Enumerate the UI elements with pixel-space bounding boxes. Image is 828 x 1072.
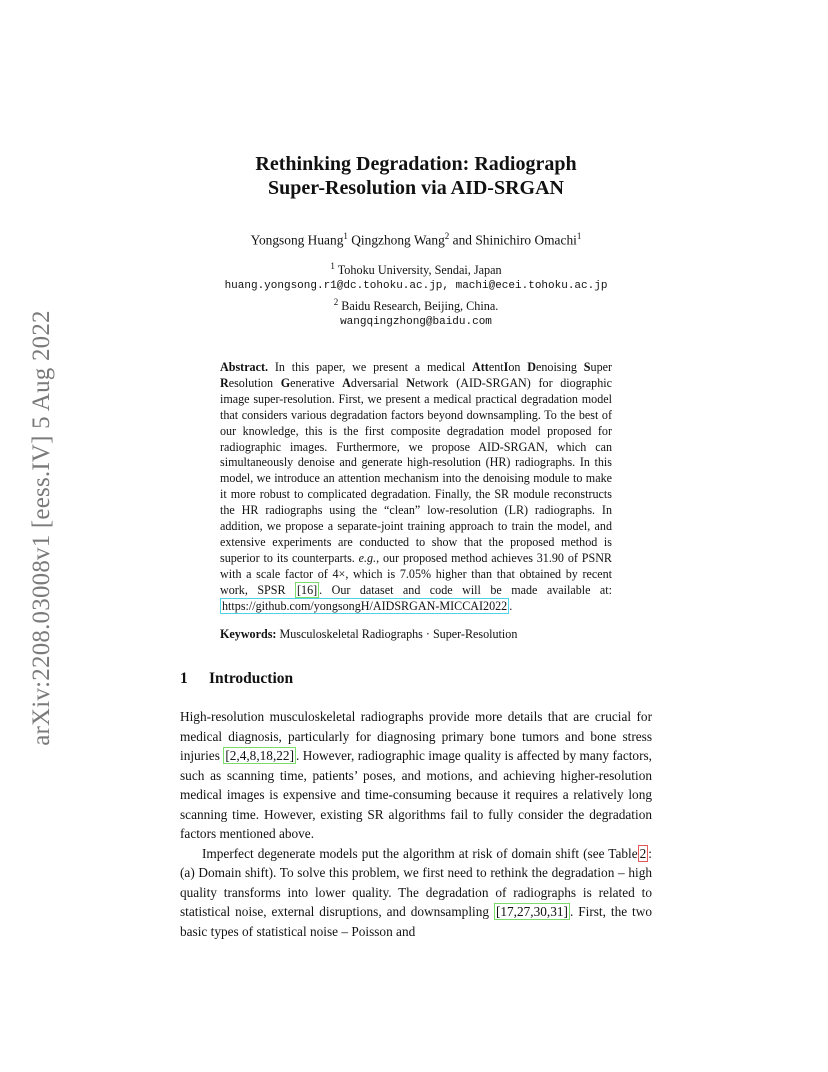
citation-link[interactable]: [17,27,30,31] bbox=[495, 904, 568, 919]
affiliation-2-email: wangqingzhong@baidu.com bbox=[340, 316, 492, 329]
abstract-text: In this paper, we present a medical bbox=[274, 360, 473, 374]
github-url-link[interactable]: https://github.com/yongsongH/AIDSRGAN-MICCAI2022 bbox=[222, 598, 508, 613]
affiliation-1-mark: 1 bbox=[330, 261, 335, 271]
section-number: 1 bbox=[180, 670, 188, 687]
acronym-letter: G bbox=[280, 375, 291, 390]
author-3-affiliation-mark: 1 bbox=[576, 231, 582, 241]
affiliation-2-name: Baidu Research, Beijing, China. bbox=[341, 299, 499, 314]
author-1-affiliation-mark: 1 bbox=[343, 231, 348, 241]
abstract-text: , our proposed method achieves 31.90 of PSNR with a scale factor of 4×, which is 7.05% higher than that obtained by recent work, SPSR bbox=[220, 550, 612, 597]
affiliation-2 bbox=[180, 294, 652, 314]
affiliation-1-name: Tohoku University, Sendai, Japan bbox=[337, 263, 502, 278]
introduction-body bbox=[180, 707, 652, 941]
acronym-letter: A bbox=[342, 375, 351, 390]
author-2: Qingzhong Wang bbox=[351, 232, 445, 248]
affiliation-1 bbox=[180, 258, 652, 278]
abstract bbox=[220, 360, 612, 615]
acronym-letter: S bbox=[583, 360, 591, 374]
keywords-label: Keywords: bbox=[220, 627, 277, 641]
author-3: Shinichiro Omachi bbox=[475, 232, 577, 248]
table-reference-link[interactable]: 2 bbox=[639, 845, 647, 861]
abstract-text: enoising bbox=[535, 360, 577, 374]
keywords bbox=[220, 627, 612, 642]
citation-link[interactable]: [2,4,8,18,22] bbox=[225, 748, 295, 763]
abstract-text: (AID-SRGAN) for diographic image super-resolution. First, we present a medical practical degradation model that considers various degradation factors beyond downsampling. To the best of our knowledge, this is the first composite degradation model proposed for radiographic images. Furthermore, we propose AID-SRGAN, which can simultaneously denoise and generate high-resolution (HR) radiographs. In this model, we introduce an attention mechanism into the denoising module to make it more robust to complicated degradation. Finally, the SR module reconstructs the HR radiographs using the “clean” low-resolution (LR) radiographs. In addition, we propose a separate-joint training approach to train the model, and extensive experiments are conducted to show that the proposed method is superior to its counterparts. bbox=[220, 375, 612, 565]
intro-text: High-resolution musculoskeletal radiographs provide more details that are crucial for medical diagnosis, particularly for diagnosing primary bone tumors and bone stress injuries bbox=[180, 709, 652, 763]
title-line-1: Rethinking Degradation: Radiograph bbox=[255, 153, 577, 175]
citation-link[interactable]: [16] bbox=[297, 582, 318, 597]
arxiv-identifier: arXiv:2208.03008v1 [eess.IV] 5 Aug 2022 bbox=[28, 309, 55, 746]
acronym-letter: D bbox=[527, 360, 536, 374]
paper-title bbox=[180, 152, 652, 200]
affiliations bbox=[180, 258, 652, 330]
abstract-italic-eg: e.g. bbox=[358, 550, 377, 565]
abstract-text: esolution bbox=[228, 375, 281, 390]
abstract-text: on bbox=[508, 360, 528, 374]
abstract-text: ent bbox=[488, 360, 504, 374]
abstract-text: dversarial bbox=[350, 375, 407, 390]
abstract-text: . Our dataset and code will be made available at: bbox=[319, 582, 613, 597]
author-conjunction: and bbox=[452, 232, 472, 248]
keywords-text: Musculoskeletal Radiographs · Super-Resolution bbox=[279, 627, 518, 641]
section-title: Introduction bbox=[209, 670, 294, 687]
acronym-letter: N bbox=[406, 375, 415, 390]
abstract-text: enerative bbox=[290, 375, 343, 390]
intro-paragraph-1 bbox=[180, 707, 652, 844]
affiliation-1-emails: huang.yongsong.r1@dc.tohoku.ac.jp, machi@ecei.tohoku.ac.jp bbox=[224, 280, 608, 293]
author-list bbox=[180, 231, 652, 248]
author-1: Yongsong Huang bbox=[250, 232, 344, 248]
intro-text: . However, radiographic image quality is affected by many factors, such as scanning time, patients’ poses, and motions, and achieving higher-resolution medical images is expensive and time-consuming because it requires a relatively long scanning time. However, existing SR algorithms fail to fully consider the degradation factors mentioned above. bbox=[180, 748, 652, 841]
arxiv-sidebar-stamp bbox=[22, 290, 62, 765]
intro-paragraph-2 bbox=[180, 844, 652, 942]
abstract-text: . bbox=[509, 598, 513, 613]
acronym-letters: Att bbox=[472, 360, 489, 374]
affiliation-2-mark: 2 bbox=[333, 297, 339, 308]
acronym-letter: R bbox=[220, 375, 229, 390]
intro-text: Imperfect degenerate models put the algorithm at risk of domain shift (see Table bbox=[202, 845, 638, 861]
abstract-text: uper bbox=[590, 360, 613, 374]
section-heading bbox=[180, 670, 293, 688]
abstract-label: Abstract. bbox=[220, 360, 269, 374]
intro-text: : (a) Domain shift). To solve this problem, we first need to rethink the degradation – high quality transforms into lower quality. The degradation of radiographs is related to statistical noise, external disruptions, and downsampling bbox=[180, 845, 652, 919]
abstract-text: etwork bbox=[414, 375, 449, 390]
title-line-2: Super-Resolution via AID-SRGAN bbox=[268, 177, 564, 199]
author-2-affiliation-mark: 2 bbox=[444, 231, 450, 241]
intro-text: . First, the two basic types of statistical noise – Poisson and bbox=[180, 904, 652, 939]
acronym-letter: I bbox=[503, 360, 509, 374]
